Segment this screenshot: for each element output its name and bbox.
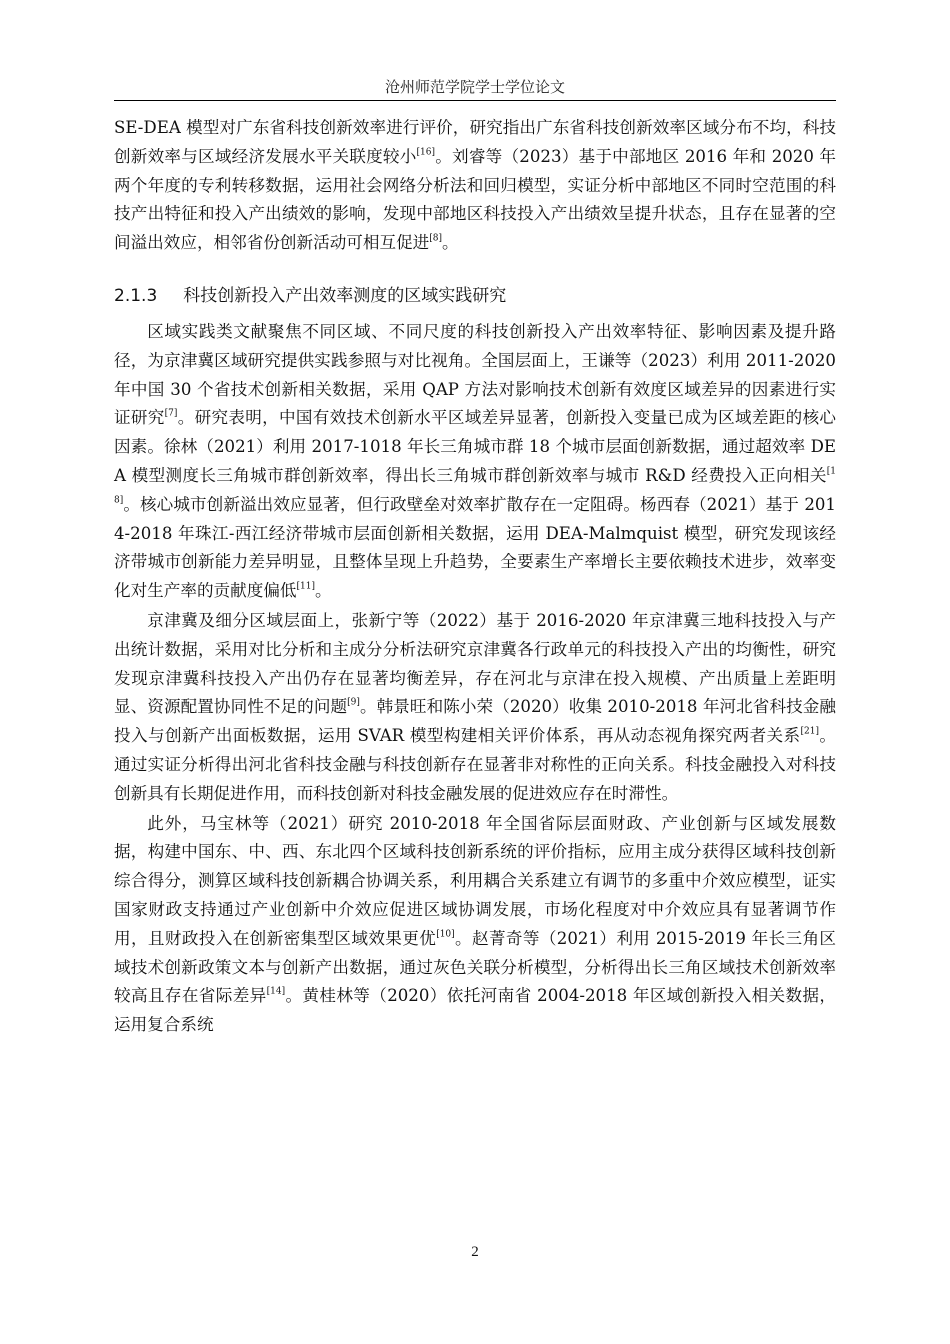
text-run: 此外，马宝林等（2021）研究 2010-2018 年全国省际层面财政、产业创新与区域发展数据，构建中国东、中、西、东北四个区域科技创新系统的评价指标，应用主成分获得区域科技创新综合得分，测算区域科技创新耦合协调关系，利用耦合关系建立有调节的多重中介效应模型，证实国家财政支持通过产业创新中介效应促进区域协调发展，市场化程度对中介效应具有显著调节作用，且财政投入在创新密集型区域效果更优 (114, 813, 836, 948)
text-run: 。赵菁奇等（2021）利用 2015-2019 年长三角区域技术创新政策文本与创新产出数据，通过灰色关联分析模型，分析得出长三角区域技术创新效率较高且存在省际差异 (114, 928, 836, 1006)
citation-ref: [18] (114, 466, 836, 506)
page-number: 2 (471, 1244, 479, 1260)
text-run: 。核心城市创新溢出效应显著，但行政壁垒对效率扩散存在一定阻碍。杨西春（2021）基于 2014-2018 年珠江-西江经济带城市层面创新相关数据，运用 DEA-Malmquist 模型，研究发现该经济带城市创新能力差异明显，且整体呈现上升趋势，全要素生产率增长主要依赖技术进步，效率变化对生产率的贡献度偏低 (114, 494, 836, 601)
section-number: 2.1.3 (114, 285, 158, 306)
text-run: 京津冀及细分区域层面上，张新宁等（2022）基于 2016-2020 年京津冀三地科技投入与产出统计数据，采用对比分析和主成分分析法研究京津冀各行政单元的科技投入产出的均衡性，研究发现京津冀科技投入产出仍存在显著均衡差异，存在河北与京津在投入规模、产出质量上差距明显、资源配置协同性不足的问题 (114, 610, 836, 717)
text-run: 区域实践类文献聚焦不同区域、不同尺度的科技创新投入产出效率特征、影响因素及提升路径，为京津冀区域研究提供实践参照与对比视角。全国层面上，王谦等（2023）利用 2011-2020 年中国 30 个省技术创新相关数据，采用 QAP 方法对影响技术创新有效度区域差异的因素进行实证研究 (114, 321, 836, 428)
citation-ref: [16] (416, 147, 436, 158)
running-header: 沧州师范学院学士学位论文 (384, 78, 565, 96)
header-rule (114, 100, 836, 101)
citation-ref: [14] (266, 986, 286, 997)
paragraph-other-regions (114, 810, 836, 1040)
citation-ref: [7] (164, 408, 178, 419)
text-run: 。 (442, 233, 459, 253)
citation-ref: [10] (436, 929, 455, 940)
text-run: 。韩景旺和陈小荣（2020）收集 2010-2018 年河北省科技金融投入与创新产出面板数据，运用 SVAR 模型构建相关评价体系，再从动态视角探究两者关系 (114, 697, 836, 746)
citation-ref: [11] (296, 581, 316, 592)
text-run: SE-DEA 模型对广东省科技创新效率进行评价，研究指出广东省科技创新效率区域分布不均，科技创新效率与区域经济发展水平关联度较小 (114, 118, 836, 166)
section-title: 科技创新投入产出效率测度的区域实践研究 (183, 285, 507, 306)
paragraph-national-level (114, 318, 836, 606)
section-heading (114, 284, 836, 308)
text-run: 。黄桂林等（2020）依托河南省 2004-2018 年区域创新投入相关数据，运用复合系统 (114, 986, 836, 1035)
text-run: 。研究表明，中国有效技术创新水平区域差异显著，创新投入变量已成为区域差距的核心因素。徐林（2021）利用 2017-1018 年长三角城市群 18 个城市层面创新数据，通过超效率 DEA 模型测度长三角城市群创新效率，得出长三角城市群创新效率与城市 R&D 经费投入正向相关 (114, 408, 837, 485)
text-run: 。通过实证分析得出河北省科技金融与科技创新存在显著非对称性的正向关系。科技金融投入对科技创新具有长期促进作用，而科技创新对科技金融发展的促进效应存在时滞性。 (114, 726, 837, 803)
citation-ref: [21] (800, 726, 820, 737)
page-body (114, 114, 836, 1040)
citation-ref: [9] (347, 697, 360, 708)
paragraph-continuation (114, 114, 836, 258)
paragraph-jingjinji-level (114, 607, 836, 809)
text-run: 。 (315, 581, 332, 601)
citation-ref: [8] (429, 233, 443, 244)
text-run: 。刘睿等（2023）基于中部地区 2016 年和 2020 年两个年度的专利转移数据，运用社会网络分析法和回归模型，实证分析中部地区不同时空范围的科技产出特征和投入产出绩效的影响，发现中部地区科技投入产出绩效呈提升状态，且存在显著的空间溢出效应，相邻省份创新活动可相互促进 (114, 146, 837, 253)
